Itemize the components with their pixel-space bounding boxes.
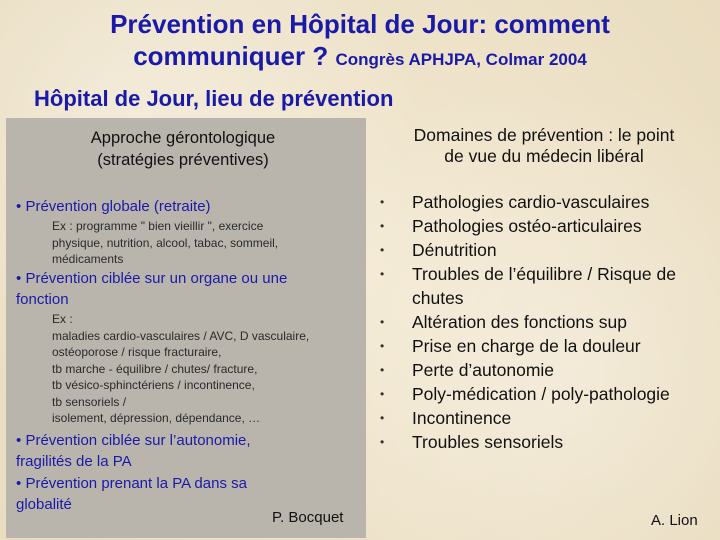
conference-label: Congrès APHJPA, Colmar 2004 xyxy=(335,50,587,69)
left-heading xyxy=(6,127,360,171)
list-item-text: Poly-médication / poly-pathologie xyxy=(412,384,670,404)
detail-line: maladies cardio-vasculaires / AVC, D vasculaire, xyxy=(52,328,310,343)
bullet: • xyxy=(16,270,22,287)
right-heading-line-2: de vue du médecin libéral xyxy=(444,146,644,166)
list-item xyxy=(380,334,720,358)
detail-line: tb sensoriels / xyxy=(52,394,127,409)
list-item xyxy=(380,214,720,238)
list-item xyxy=(380,262,720,310)
left-item-3-label-text: Prévention ciblée sur l’autonomie, xyxy=(25,432,251,449)
bullet: • xyxy=(380,243,385,257)
list-item-text: Pathologies cardio-vasculaires xyxy=(412,192,650,212)
detail-line: physique, nutrition, alcool, tabac, sommeil, xyxy=(52,235,279,250)
list-item xyxy=(380,406,720,430)
left-item-1-detail xyxy=(52,218,360,268)
list-item-text: Perte d’autonomie xyxy=(412,360,555,380)
left-item-1-label: Prévention globale (retraite) xyxy=(25,198,211,215)
detail-line: ostéoporose / risque fracturaire, xyxy=(52,345,222,359)
bullet: • xyxy=(380,435,385,449)
slide-subtitle: Hôpital de Jour, lieu de prévention xyxy=(34,86,394,111)
detail-line: tb vésico-sphinctériens / incontinence, xyxy=(52,378,255,392)
bullet: • xyxy=(380,315,385,329)
left-item-3-label-1 xyxy=(16,430,251,451)
left-item-3 xyxy=(16,430,251,472)
left-item-4 xyxy=(16,473,247,515)
detail-line: Ex : programme " bien vieillir ", exercice xyxy=(52,219,264,233)
left-item-4-label-2: globalité xyxy=(16,496,72,513)
bullet: • xyxy=(16,475,22,492)
detail-line: tb marche - équilibre / chutes/ fracture, xyxy=(52,361,258,376)
left-item-2-label-1 xyxy=(16,268,287,289)
detail-line: Ex : xyxy=(52,312,73,326)
list-item-text: Troubles de l’équilibre / Risque de chutes xyxy=(412,264,676,308)
left-item-2-detail xyxy=(52,311,360,427)
list-item-text: Prise en charge de la douleur xyxy=(412,336,641,356)
left-item-2-label-2: fonction xyxy=(16,291,69,308)
bullet: • xyxy=(380,411,385,425)
bullet: • xyxy=(380,339,385,353)
prevention-domains-list xyxy=(380,190,720,454)
list-item xyxy=(380,358,720,382)
bullet: • xyxy=(16,432,22,449)
right-heading-line-1: Domaines de prévention : le point xyxy=(413,125,675,145)
list-item-text: Dénutrition xyxy=(412,240,497,260)
title-line-1: Prévention en Hôpital de Jour: comment xyxy=(110,9,610,39)
bullet: • xyxy=(380,387,385,401)
slide-title xyxy=(0,8,720,76)
list-item-text: Troubles sensoriels xyxy=(412,432,564,452)
list-item-text: Altération des fonctions sup xyxy=(412,312,627,332)
list-item xyxy=(380,238,720,262)
author-right: A. Lion xyxy=(651,512,698,529)
detail-line: médicaments xyxy=(52,252,124,266)
list-item-text: Incontinence xyxy=(412,408,512,428)
left-item-2 xyxy=(16,268,287,310)
left-item-4-label-1 xyxy=(16,473,247,494)
list-item xyxy=(380,430,720,454)
bullet: • xyxy=(16,198,22,215)
left-item-4-label-text: Prévention prenant la PA dans sa xyxy=(25,475,247,492)
right-heading xyxy=(376,125,712,167)
bullet: • xyxy=(380,219,385,233)
detail-line: isolement, dépression, dépendance, … xyxy=(52,411,261,425)
left-item-2-label-text: Prévention ciblée sur un organe ou une xyxy=(25,270,288,287)
list-item xyxy=(380,190,720,214)
list-item xyxy=(380,310,720,334)
list-item xyxy=(380,382,720,406)
list-item-text: Pathologies ostéo-articulaires xyxy=(412,216,642,236)
bullet: • xyxy=(380,363,385,377)
bullet: • xyxy=(380,195,385,209)
author-left: P. Bocquet xyxy=(272,509,344,526)
left-item-3-label-2: fragilités de la PA xyxy=(16,453,132,470)
bullet: • xyxy=(380,267,385,281)
left-heading-line-1: Approche gérontologique xyxy=(90,129,276,147)
title-line-2-main: communiquer ? xyxy=(133,41,336,71)
left-item-1 xyxy=(16,196,211,217)
title-line-2 xyxy=(0,40,720,76)
left-heading-line-2: (stratégies préventives) xyxy=(97,151,269,169)
